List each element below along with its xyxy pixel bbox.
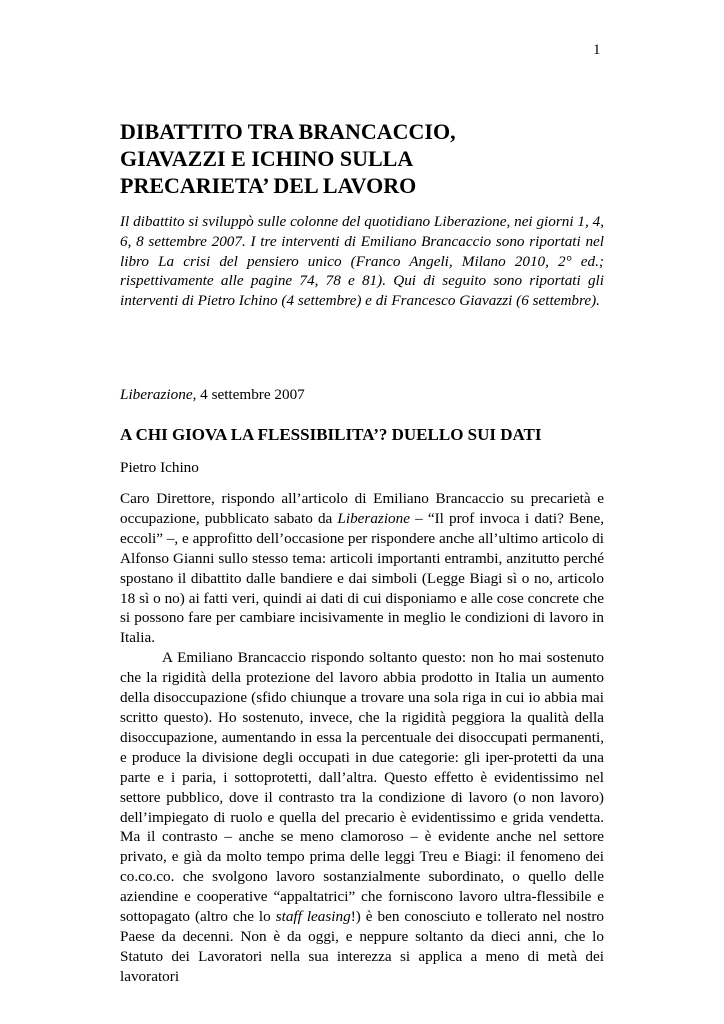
- dateline-source: Liberazione: [120, 386, 193, 403]
- title-line: GIAVAZZI E ICHINO SULLA: [120, 146, 414, 171]
- article-body: [120, 489, 604, 987]
- intro-note: Il dibattito si sviluppò sulle colonne del quotidiano Liberazione, nei giorni 1, 4, 6, 8 settembre 2007. I tre interventi di Emiliano Brancaccio sono riportati nel libro La crisi del pensiero unico (Franco Angeli, Milano 2010, 2° ed.; rispettivamente alle pagine 74, 78 e 81). Qui di seguito sono riportati gli interventi di Pietro Ichino (4 settembre) e di Francesco Giavazzi (6 settembre).: [120, 213, 604, 310]
- title-line: DIBATTITO TRA BRANCACCIO,: [120, 119, 456, 144]
- paragraph-text: – “Il prof invoca i dati? Bene, eccoli” –, e approfitto dell’occasione per rispondere anche all’ultimo articolo di Alfonso Gianni sullo stesso tema: articoli importanti entrambi, anzitutto perché spostano il dibattito dalle bandiere e dai simboli (Legge Biagi sì o no, articolo 18 sì o no) ai fatti veri, quindi ai dati di cui disponiamo e alle cose concrete che si possono fare per cambiare incisivamente in meglio le condizioni di lavoro in Italia.: [120, 509, 604, 647]
- dateline-date: , 4 settembre 2007: [192, 386, 305, 403]
- paragraph: [120, 489, 604, 648]
- paragraph: [120, 648, 604, 986]
- dateline: [120, 385, 305, 405]
- title-line: PRECARIETA’ DEL LAVORO: [120, 173, 417, 198]
- paragraph-emphasis: Liberazione: [337, 509, 410, 527]
- paragraph-text: A Emiliano Brancaccio rispondo soltanto questo: non ho mai sostenuto che la rigidità della protezione del lavoro abbia prodotto in Italia un aumento della disoccupazione (sfido chiunque a trovare una sola riga in cui io abbia mai scritto questo). Ho sostenuto, invece, che la rigidità peggiora la qualità della disoccupazione, aumentando in essa la percentuale dei disoccupati permanenti, e produce la divisione degli occupati in due categorie: gli iper-protetti da una parte e i paria, i sottoprotetti, dall’altra. Questo effetto è evidentissimo nel settore pubblico, dove il contrasto tra la condizione di lavoro (o non lavoro) dell’impiegato di ruolo e quella del precario è evidentissimo e grida vendetta. Ma il contrasto – anche se meno clamoroso – è evidente anche nel settore privato, e già da molto tempo prima delle leggi Treu e Biagi: il fenomeno dei co.co.co. che svolgono lavoro sostanzialmente subordinato, o quello delle aziendine e cooperative “appaltatrici” che forniscono lavoro ultra-flessibile e sottopagato (altro che lo: [120, 649, 604, 926]
- article-title: A CHI GIOVA LA FLESSIBILITA’? DUELLO SUI DATI: [120, 425, 542, 444]
- document-title: [120, 118, 600, 199]
- author: Pietro Ichino: [120, 459, 199, 476]
- paragraph-text: Caro Direttore, rispondo all’articolo di Emiliano Brancaccio su precarietà e occupazione, pubblicato sabato da: [120, 490, 604, 527]
- paragraph-text: !) è ben conosciuto e tollerato nel nostro Paese da decenni. Non è da oggi, e neppure soltanto da dieci anni, che lo Statuto dei Lavoratori nella sua interezza si applica a meno di metà dei lavoratori: [120, 908, 604, 985]
- paragraph-emphasis: staff leasing: [275, 908, 351, 926]
- page-number: 1: [593, 42, 601, 58]
